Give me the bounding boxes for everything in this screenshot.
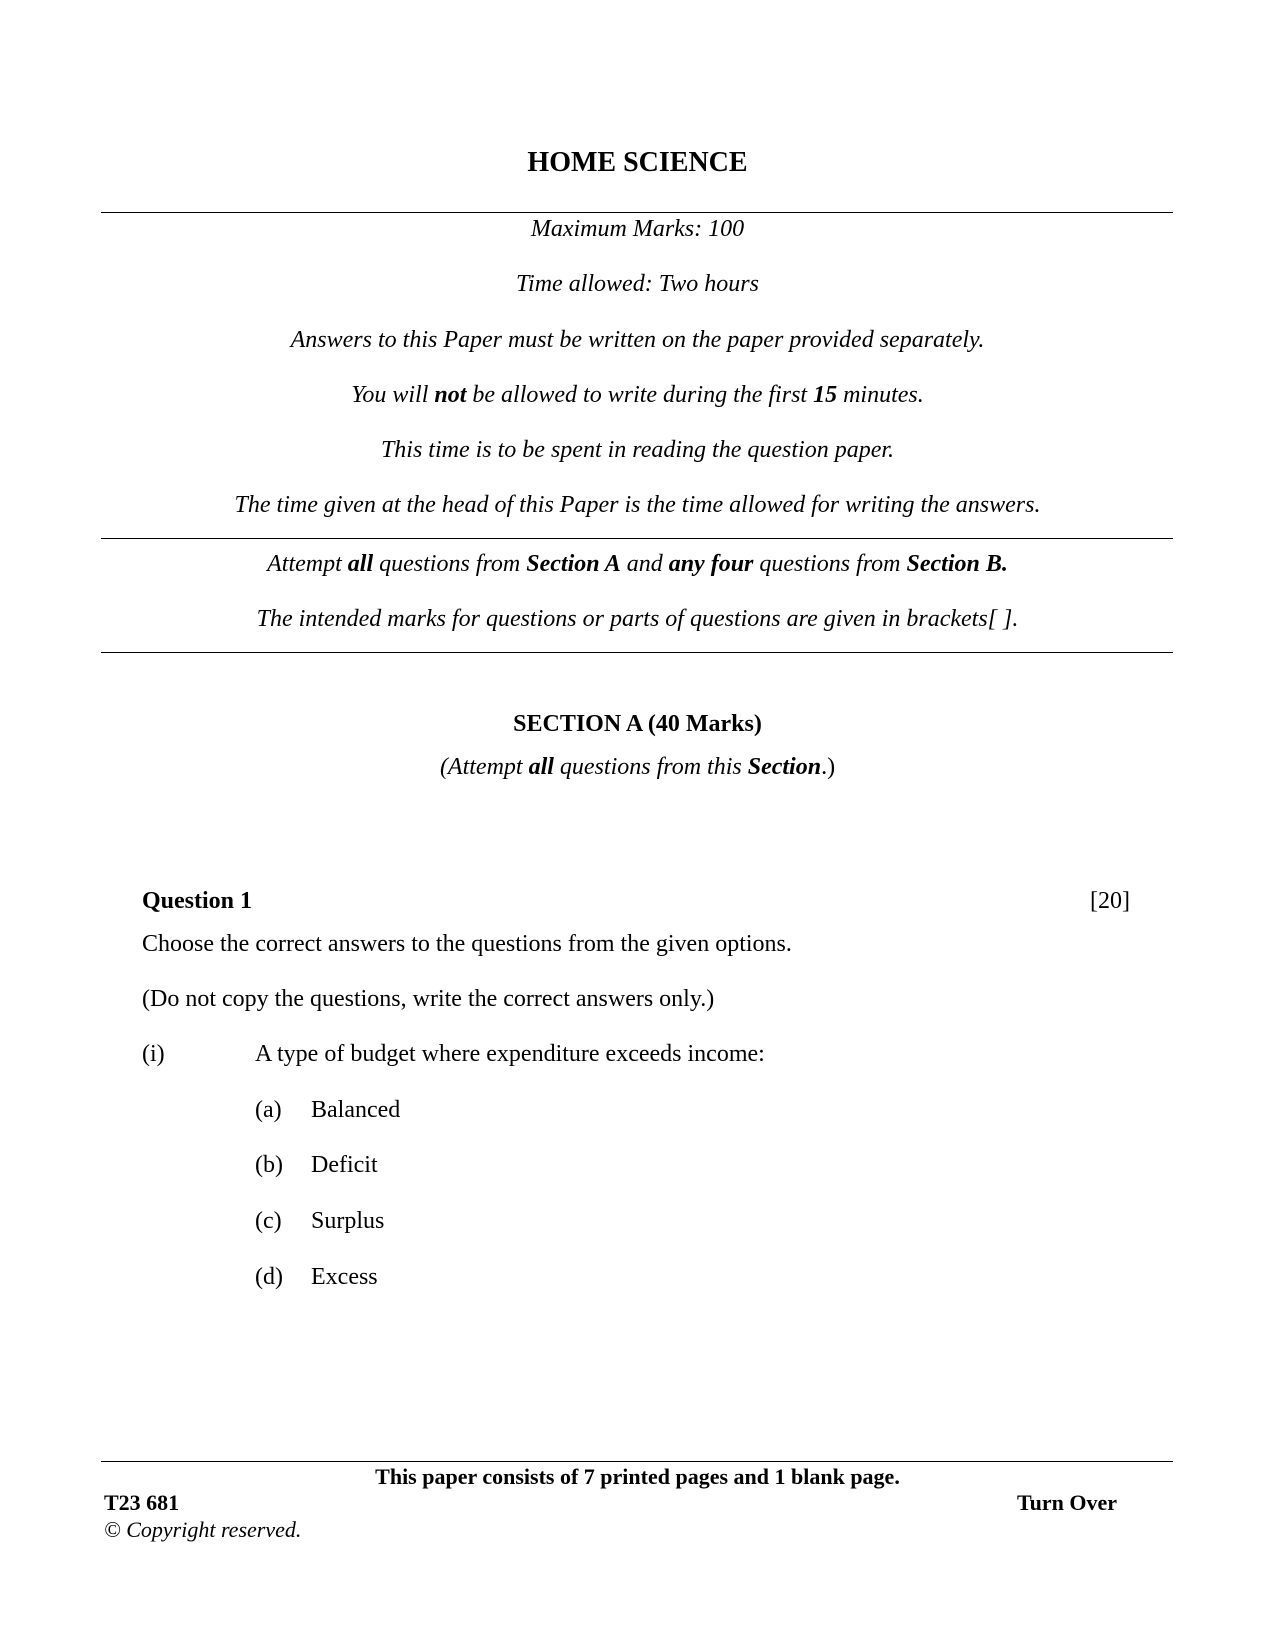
- paper-code: T23 681: [104, 1490, 180, 1515]
- attempt-emphasis-all: all: [347, 551, 374, 577]
- no-write-text-2: be allowed to write during the first: [466, 382, 814, 408]
- attempt-emphasis-section-b: Section B.: [906, 551, 1008, 577]
- option-text: Surplus: [311, 1208, 385, 1234]
- maximum-marks: Maximum Marks: 100: [530, 216, 745, 242]
- attempt-emphasis-any-four: any four: [668, 551, 754, 577]
- section-sub-emphasis-section: Section: [747, 754, 822, 780]
- header-divider-bottom: [101, 652, 1173, 653]
- turn-over: Turn Over: [1017, 1490, 1118, 1515]
- part-number: (i): [142, 1041, 165, 1067]
- option-letter: (a): [255, 1097, 282, 1123]
- header-divider-top: [101, 212, 1173, 213]
- no-write-text-3: minutes.: [837, 382, 924, 408]
- part-question-text: A type of budget where expenditure exceeds income:: [255, 1041, 765, 1067]
- question-1-label: Question 1: [142, 888, 253, 914]
- attempt-note: [0, 551, 1275, 578]
- time-given-note: The time given at the head of this Paper is the time allowed for writing the answers.: [234, 492, 1041, 518]
- no-write-emphasis-minutes: 15: [813, 382, 838, 408]
- question-1-marks: [20]: [1090, 888, 1130, 914]
- attempt-text-3: and: [620, 551, 669, 577]
- question-1-instruction: Choose the correct answers to the questions from the given options.: [142, 931, 792, 957]
- answers-note: Answers to this Paper must be written on the paper provided separately.: [290, 327, 985, 353]
- instructions-divider: [101, 538, 1173, 539]
- attempt-text-2: questions from: [373, 551, 527, 577]
- no-write-note: [0, 382, 1275, 409]
- section-a-title: SECTION A (40 Marks): [513, 711, 762, 737]
- footer-divider: [101, 1461, 1173, 1462]
- option-letter: (b): [255, 1152, 283, 1178]
- no-write-text-1: You will: [351, 382, 435, 408]
- section-sub-text-1: (Attempt: [439, 754, 529, 780]
- reading-time-note: This time is to be spent in reading the question paper.: [380, 437, 895, 463]
- no-write-emphasis-not: not: [434, 382, 467, 408]
- option-text: Excess: [311, 1264, 378, 1290]
- option-text: Balanced: [311, 1097, 401, 1123]
- attempt-text-1: Attempt: [267, 551, 348, 577]
- option-letter: (c): [255, 1208, 282, 1234]
- copyright: © Copyright reserved.: [104, 1517, 302, 1542]
- section-sub-text-3: .): [821, 754, 836, 780]
- pages-note: This paper consists of 7 printed pages and 1 blank page.: [375, 1464, 900, 1489]
- marks-note: The intended marks for questions or parts of questions are given in brackets[ ].: [256, 606, 1019, 632]
- section-sub-emphasis-all: all: [528, 754, 554, 780]
- option-letter: (d): [255, 1264, 283, 1290]
- section-sub-text-2: questions from this: [553, 754, 748, 780]
- time-allowed: Time allowed: Two hours: [516, 271, 759, 297]
- page-title: HOME SCIENCE: [527, 147, 748, 178]
- attempt-emphasis-section-a: Section A: [526, 551, 621, 577]
- section-a-subtitle: [0, 754, 1275, 781]
- question-1-note: (Do not copy the questions, write the correct answers only.): [142, 986, 715, 1012]
- option-text: Deficit: [311, 1152, 378, 1178]
- attempt-text-4: questions from: [753, 551, 907, 577]
